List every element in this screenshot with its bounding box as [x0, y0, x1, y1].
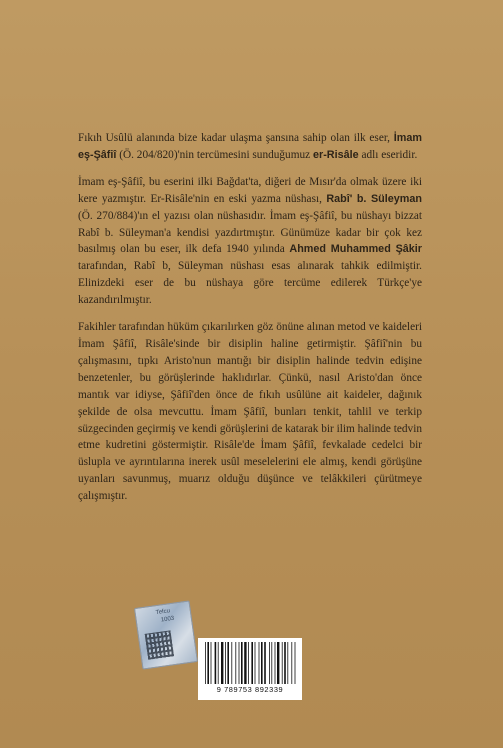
qr-code-icon: [145, 630, 174, 659]
barcode-bars: [204, 642, 296, 684]
barcode-bar: [251, 642, 253, 684]
barcode-bar: [275, 642, 276, 684]
barcode-bar: [227, 642, 229, 684]
p1-title: er-Risâle: [312, 148, 359, 161]
barcode-bar: [284, 642, 286, 684]
barcode-bar: [239, 642, 240, 684]
barcode-bar: [235, 642, 236, 684]
sticker-label-2: 1003: [160, 615, 175, 624]
barcode-bar: [207, 642, 209, 684]
p3-text: Fakihler tarafından hüküm çıkarılırken göz önüne alınan metod ve kaideleri İmam Şâfiî, Risâle'sinde bir disiplin haline getirmiştir. Şâfiî'nin bu çalışmasını, tıpkı Aristo'nun mantığı bir disiplin halinde tedvin edişine benzetenler, bu görüşlerinde haklıdırlar. Çünkü, nasıl Aristo'dan önce mantık var idiyse, Şâfiî'den önce de fıkıh usûlüne ait kaideler, dağınık şekilde de olsa mevcuttu. İmam Şâfiî, bunları tenkit, tahlil ve terkip süzgecinden geçirmiş ve kendi görüşlerini de katarak bir ilim halinde tedvin etme kudretini göstermiştir. Risâle'de İmam Şâfiî, fevkalade cedelci bir üslupla ve ayrıntılarına inerek usûl meselelerini ele almış, kendi görüşüne uyanları savunmuş, muarız olduğu düşünce ve telâkkileri çürütmeye çalışmıştır.: [78, 321, 422, 503]
barcode-bar: [259, 642, 260, 684]
isbn-number: 9 789753 892339: [216, 685, 284, 694]
barcode-bar: [271, 642, 272, 684]
sticker-label-1: Tefcu: [155, 608, 171, 617]
p2-c: tarafından, Rabî b, Süleyman nüshası esas alınarak tahkik edilmiştir. Elinizdeki eser de bu nüshaya göre tercüme edilerek Türkçe'ye kazandırılmıştır.: [78, 260, 422, 307]
p2-a: İmam eş-Şâfiî, bu eserini ilki Bağdat'ta, diğeri de Mısır'da olmak üzere iki kere yazmıştır. Er-Risâle'nin en eski yazma nüshası,: [78, 175, 422, 205]
barcode-bar: [205, 642, 206, 684]
p2-b: (Ö. 270/884)'ın el yazısı olan nüshasıdır. İmam eş-Şâfiî, bu nüshayı bizzat Rabî b. Süleyman'a kendisi yazdırtmıştır. Günümüze kadar bir çok kez basılmış olan bu eser, ilk defa 1940 yılında: [78, 209, 422, 256]
paragraph-3: [78, 319, 422, 505]
paragraph-1: [78, 130, 422, 164]
barcode-bar: [282, 642, 283, 684]
p1-author: İmam eş-Şâfiî: [78, 132, 422, 161]
blurb-text: [78, 130, 422, 515]
barcode-bar: [244, 642, 246, 684]
barcode-bar: [221, 642, 223, 684]
barcode-bar: [255, 642, 256, 684]
barcode-bar: [225, 642, 226, 684]
p2-name1: Rabî' b. Süleyman: [326, 192, 422, 205]
barcode-bar: [264, 642, 266, 684]
barcode-bar: [287, 642, 288, 684]
p1-mid: (Ö. 204/820)'nin tercümesini sunduğumuz: [116, 148, 313, 161]
p2-name2: Ahmed Muhammed Şâkir: [289, 243, 423, 256]
barcode-bar: [231, 642, 232, 684]
isbn-barcode: [198, 638, 302, 700]
barcode-bar: [215, 642, 217, 684]
barcode-bar: [218, 642, 219, 684]
barcode-bar: [269, 642, 270, 684]
paragraph-2: [78, 174, 422, 309]
barcode-bar: [261, 642, 263, 684]
p1-line1: Fıkıh Usûlü alanında bize kadar ulaşma şansına sahip olan ilk eser,: [78, 132, 390, 144]
barcode-bar: [295, 642, 296, 684]
p1-line3: adlı eseridir.: [361, 148, 418, 161]
hologram-sticker: [134, 600, 198, 669]
barcode-bar: [291, 642, 292, 684]
barcode-bar: [248, 642, 249, 684]
barcode-bar: [241, 642, 243, 684]
barcode-bar: [211, 642, 212, 684]
barcode-bar: [277, 642, 279, 684]
